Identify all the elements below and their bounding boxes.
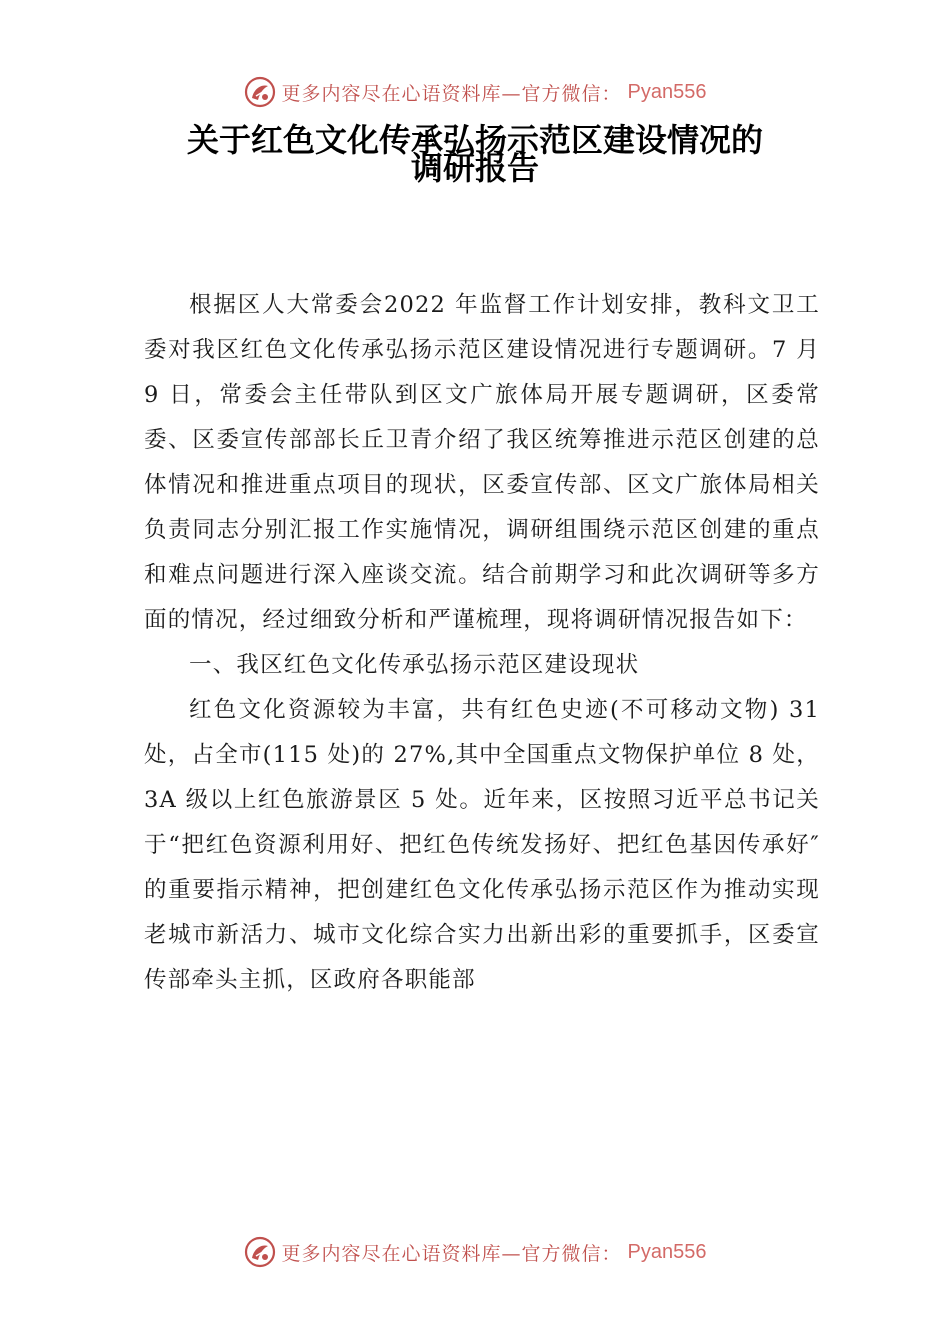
document-title bbox=[0, 118, 950, 187]
watermark-wechat-id: Pyan556 bbox=[627, 80, 707, 103]
title-line-2: 调研报告 bbox=[410, 149, 539, 187]
watermark-banner-bottom bbox=[0, 1232, 950, 1272]
title-line-1: 关于红色文化传承弘扬示范区建设情况的 bbox=[186, 121, 763, 159]
watermark-text: 更多内容尽在心语资料库—官方微信： bbox=[281, 82, 622, 105]
watermark-wechat-id: Pyan556 bbox=[627, 1240, 707, 1263]
watermark-logo-icon bbox=[244, 1236, 276, 1268]
watermark-text: 更多内容尽在心语资料库—官方微信： bbox=[281, 1242, 622, 1265]
watermark-banner-top bbox=[0, 72, 950, 112]
watermark-logo-icon bbox=[244, 76, 276, 108]
paragraph-status: 红色文化资源较为丰富，共有红色史迹(不可移动文物) 31 处，占全市(115 处)的 27%,其中全国重点文物保护单位 8 处，3A 级以上红色旅游景区 5 处。近年来，区按照习近平总书记关于“把红色资源利用好、把红色传统发扬好、把红色基因传承好″的重要指示精神，把创建红色文化传承弘扬示范区作为推动实现老城市新活力、城市文化综合实力出新出彩的重要抓手，区委宣传部牵头主抓，区政府各职能部 bbox=[144, 697, 820, 993]
section-heading-1: 一、我区红色文化传承弘扬示范区建设现状 bbox=[189, 652, 640, 678]
paragraph-intro: 根据区人大常委会2022 年监督工作计划安排，教科文卫工委对我区红色文化传承弘扬示范区建设情况进行专题调研。7 月 9 日，常委会主任带队到区文广旅体局开展专题调研，区委常委、区委宣传部部长丘卫青介绍了我区统筹推进示范区创建的总体情况和推进重点项目的现状，区委宣传部、区文广旅体局相关负责同志分别汇报工作实施情况，调研组围绕示范区创建的重点和难点问题进行深入座谈交流。结合前期学习和此次调研等多方面的情况，经过细致分析和严谨梳理，现将调研情况报告如下： bbox=[144, 292, 820, 633]
document-body bbox=[144, 283, 820, 1003]
